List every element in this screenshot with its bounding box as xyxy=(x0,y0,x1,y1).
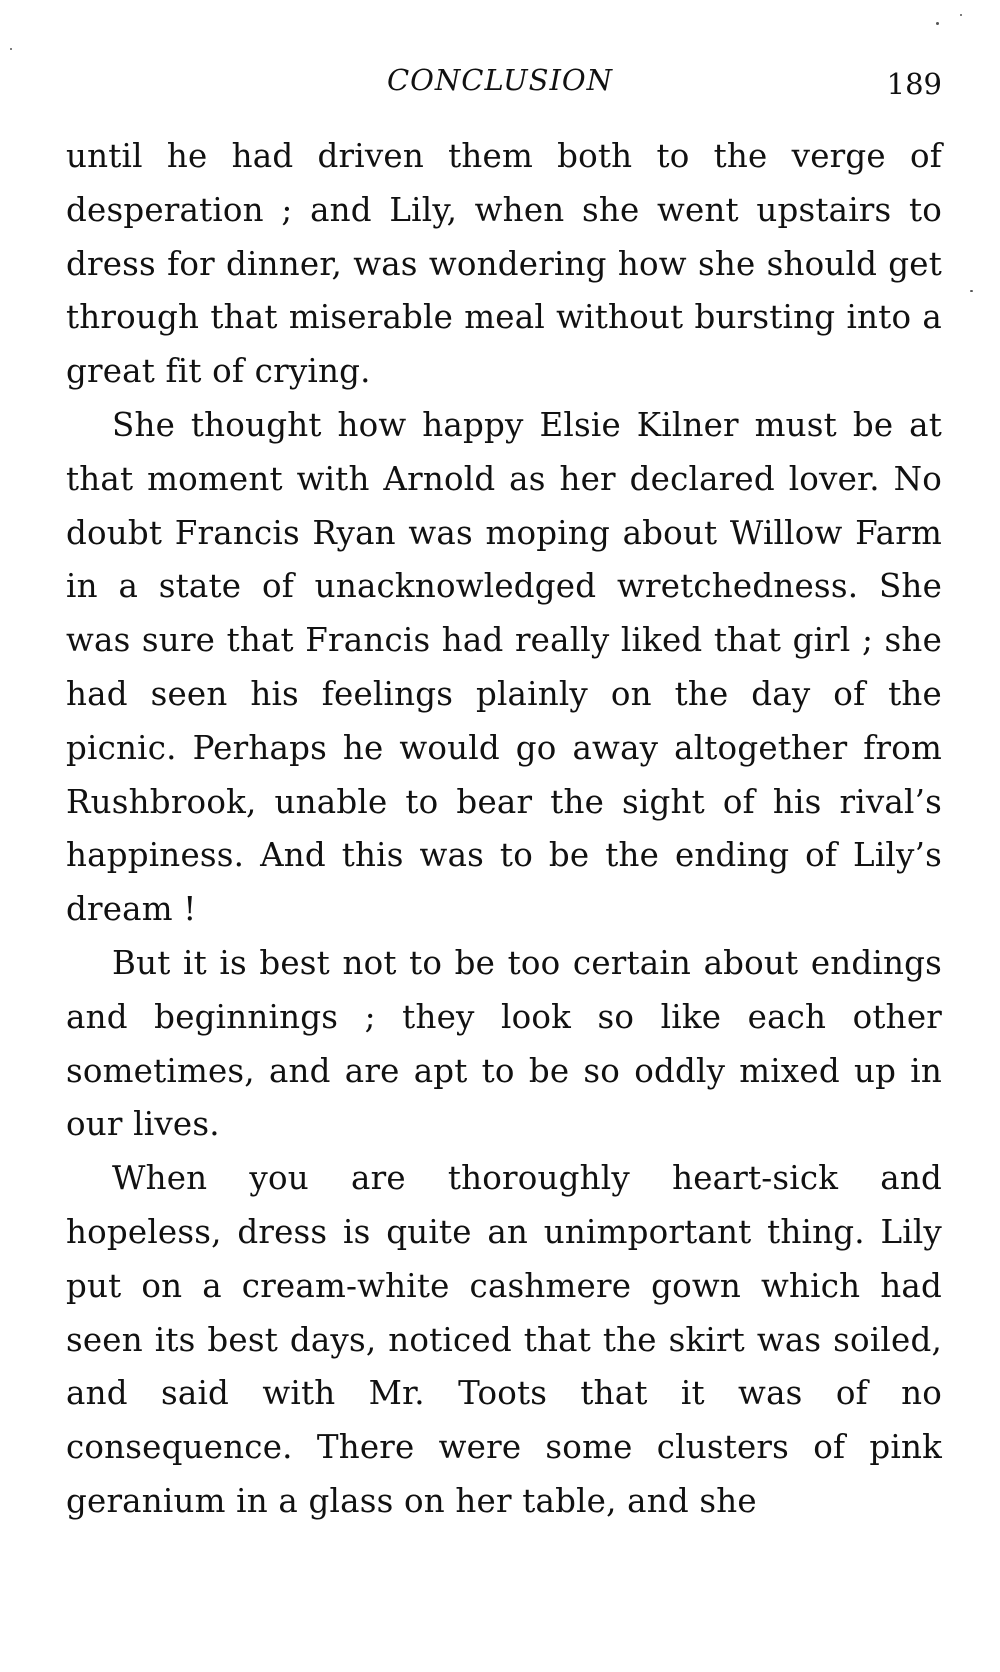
page-number: 189 xyxy=(886,67,942,101)
paragraph: She thought how happy Elsie Kilner must be at that moment with Arnold as her declared lover. No doubt Francis Ryan was moping about Willow Farm in a state of unacknowledged wretchedness. She was sure that Francis had really liked that girl ; she had seen his feelings plainly on the day of the picnic. Perhaps he would go away altogether from Rushbrook, unable to bear the sight of his rival’s happiness. And this was to be the ending of Lily’s dream ! xyxy=(66,405,942,929)
running-title: CONCLUSION xyxy=(386,63,614,97)
paragraph: until he had driven them both to the verge of desperation ; and Lily, when she went upstairs to dress for dinner, was wondering how she should get through that miserable meal without bursting into a great fit of crying. xyxy=(66,137,942,391)
print-speck xyxy=(960,14,962,16)
print-speck xyxy=(970,290,973,292)
paragraph: But it is best not to be too certain about endings and beginnings ; they look so like each other sometimes, and are apt to be so oddly mixed up in our lives. xyxy=(66,943,942,1144)
print-speck xyxy=(936,22,939,25)
print-speck xyxy=(10,48,12,50)
running-head xyxy=(0,58,1000,102)
paragraph: When you are thoroughly heart-sick and hopeless, dress is quite an unimportant thing. Lily put on a cream-white cashmere gown which had seen its best days, noticed that the skirt was soiled, and said with Mr. Toots that it was of no consequence. There were some clusters of pink geranium in a glass on her table, and she xyxy=(66,1159,942,1520)
body-text xyxy=(66,130,942,1529)
